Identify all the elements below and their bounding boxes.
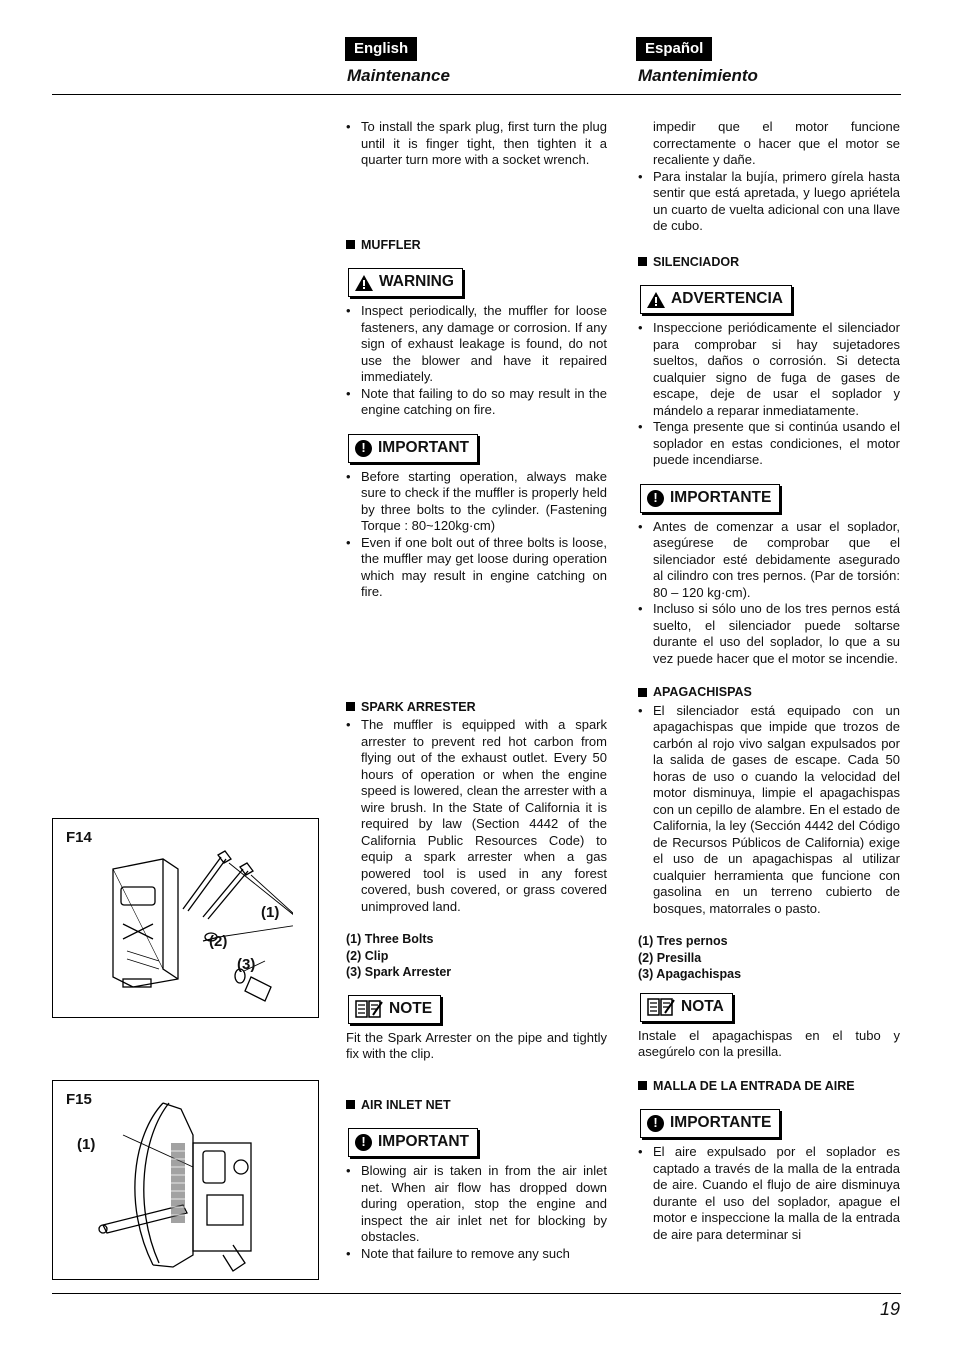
lang-tab-english: English — [345, 37, 417, 61]
blower-illustration — [93, 1095, 293, 1277]
air-important-1-es: • El aire expulsado por el soplador es captado a través de la malla de la entrada de aire. Cuando el flujo de aire disminuya durante el uso del soplador, apague el motor e inspeccione la malla de la entrada de aire para determinar si — [638, 1144, 900, 1243]
part-item: (1) Three Bolts — [346, 932, 434, 946]
air-inlet-heading-en — [346, 1097, 607, 1114]
muffler-important-2-es: • Incluso si sólo uno de los tres pernos está suelto, el silenciador puede soltarse durante el uso del soplador, lo que a su vez puede hacer que el motor se incendie. — [638, 601, 900, 667]
square-bullet-icon — [346, 1100, 355, 1109]
spark-arrester-heading-en — [346, 699, 607, 716]
spark-arrester-bullet-en: • The muffler is equipped with a spark arrester to prevent red hot carbon from flying out of the exhaust outlet. Every 50 hours of operation or when the engine speed is lowered, clean the arrester with a wire brush. In the State of California it is required by law (Section 4442 of the California Public Resources Code) to equip a spark arrester when a gas powered tool is used in any forest covered, bush covered, or grass covered unimproved land. — [346, 717, 607, 915]
heading-text: APAGACHISPAS — [653, 685, 752, 699]
spark-plug-bullet-en: • To install the spark plug, first turn the plug until it is finger tight, then tighten it a quarter turn more with a socket wrench. — [346, 119, 607, 169]
heading-text: SILENCIADOR — [653, 254, 740, 269]
heading-text: SPARK ARRESTER — [361, 699, 476, 714]
air-important-2-en: • Note that failure to remove any such — [346, 1246, 607, 1263]
part-item: (1) Tres pernos — [638, 934, 728, 948]
footer-rule — [52, 1293, 901, 1294]
callout-1: (1) — [261, 904, 280, 921]
air-important-box-es — [640, 1109, 900, 1138]
exclamation-icon: ! — [355, 1134, 372, 1151]
header-rule — [52, 94, 901, 95]
air-inlet-heading-es — [638, 1078, 900, 1095]
callout-air-inlet: (1) — [77, 1136, 96, 1153]
parts-list-en — [346, 931, 607, 981]
air-important-box-en — [348, 1128, 607, 1157]
part-item: (3) Apagachispas — [638, 967, 742, 981]
figure-f14-label: F14 — [66, 829, 92, 846]
muffler-important-1-en: • Before starting operation, always make sure to check if the muffler is properly held by three bolts to the cylinder. (Fastening Torque : 80~120kg·cm) — [346, 469, 607, 535]
muffler-heading-es — [638, 254, 900, 271]
note-label: NOTE — [348, 995, 441, 1024]
muffler-warning-1-en: • Inspect periodically, the muffler for loose fasteners, any damage or corrosion. If any sign of exhaust leakage is found, do not use the blower and have it repaired immediately. — [346, 303, 607, 386]
figure-f15-label: F15 — [66, 1091, 92, 1108]
parts-list-es — [638, 933, 900, 983]
muffler-warning-2-en: • Note that failing to do so may result in the engine catching on fire. — [346, 386, 607, 419]
warning-triangle-icon — [355, 275, 373, 291]
spark-arrester-heading-es — [638, 684, 900, 701]
air-important-1-en: • Blowing air is taken in from the air inlet net. When air flow has dropped down during operation, stop the engine and inspect the air inlet net for blocking by obstacles. — [346, 1163, 607, 1246]
warning-label: ADVERTENCIA — [640, 285, 792, 314]
important-box-es — [640, 484, 900, 513]
exclamation-icon: ! — [647, 490, 664, 507]
spanish-column — [638, 119, 900, 1243]
spark-plug-bullet-es: • Para instalar la bujía, primero gírela hasta sentir que está apretada, y luego apriétela un cuarto de vuelta adicional con una llave de cubo. — [638, 169, 900, 235]
warning-box-es — [640, 285, 900, 314]
important-label: ! IMPORTANTE — [640, 484, 780, 513]
part-item: (2) Clip — [346, 948, 389, 963]
note-book-icon — [355, 999, 383, 1019]
square-bullet-icon — [346, 240, 355, 249]
heading-text: AIR INLET NET — [361, 1097, 451, 1112]
section-title-es: Mantenimiento — [638, 66, 758, 85]
warning-triangle-icon — [647, 292, 665, 308]
exclamation-icon: ! — [355, 440, 372, 457]
continued-text-es: impedir que el motor funcione correctamente o hacer que el motor se recaliente y dañe. — [653, 119, 900, 167]
muffler-warning-2-es: • Tenga presente que si continúa usando el soplador en estas condiciones, el motor puede incendiarse. — [638, 419, 900, 469]
figure-f14 — [52, 818, 319, 1018]
section-title-en: Maintenance — [347, 66, 450, 85]
square-bullet-icon — [638, 1081, 647, 1090]
part-item: (2) Presilla — [638, 950, 702, 965]
note-label: NOTA — [640, 993, 733, 1022]
note-book-icon — [647, 997, 675, 1017]
important-label: ! IMPORTANT — [348, 1128, 478, 1157]
exclamation-icon: ! — [647, 1115, 664, 1132]
note-box-es — [640, 993, 900, 1022]
important-label: ! IMPORTANT — [348, 434, 478, 463]
square-bullet-icon — [638, 688, 647, 697]
square-bullet-icon — [346, 702, 355, 711]
warning-box-en — [348, 268, 607, 297]
square-bullet-icon — [638, 257, 647, 266]
heading-text: MALLA DE LA ENTRADA DE AIRE — [653, 1078, 855, 1093]
muffler-important-1-es: • Antes de comenzar a usar el soplador, asegúrese de comprobar que el silenciador esté debidamente asegurado al cilindro con tres pernos. (Par de torsión: 80 – 120 kg·cm). — [638, 519, 900, 602]
lang-tab-spanish: Español — [636, 37, 712, 61]
part-item: (3) Spark Arrester — [346, 965, 452, 979]
important-box-en — [348, 434, 607, 463]
heading-text: MUFFLER — [361, 237, 421, 252]
english-column — [346, 119, 607, 1262]
important-label: ! IMPORTANTE — [640, 1109, 780, 1138]
note-box-en — [348, 995, 607, 1024]
muffler-heading-en — [346, 237, 607, 254]
callout-2: (2) — [209, 933, 228, 950]
figure-f15 — [52, 1080, 319, 1280]
callout-3: (3) — [237, 956, 256, 973]
muffler-important-2-en: • Even if one bolt out of three bolts is loose, the muffler may get loose during operation which may result in engine catching on fire. — [346, 535, 607, 601]
note-text-en: Fit the Spark Arrester on the pipe and tightly fix with the clip. — [346, 1029, 607, 1061]
note-text-es: Instale el apagachispas en el tubo y asegúrelo con la presilla. — [638, 1027, 900, 1059]
muffler-warning-1-es: • Inspeccione periódicamente el silenciador para comprobar si hay sujetadores sueltos, daños o corrosión. Si detecta cualquier signo de fuga de gases de escape, deje de usar el soplador y mándelo a reparar inmediatamente. — [638, 320, 900, 419]
warning-label: WARNING — [348, 268, 463, 297]
spark-arrester-bullet-es: • El silenciador está equipado con un apagachispas que impide que trozos de carbón al rojo vivo salgan expulsados por la salida de gases de escape. Cada 50 horas de uso o cuando la velocidad del motor disminuya, limpie el apagachispas con un cepillo de alambre. En el estado de California, la ley (Sección 4442 del Código de Recursos Públicos de California) exige el uso de un apagachispas al utilizar cualquier herramienta que funcione con gasolina en un terreno cubierto de bosques, matorrales o pasto. — [638, 703, 900, 918]
page-number: 19 — [879, 1299, 900, 1319]
